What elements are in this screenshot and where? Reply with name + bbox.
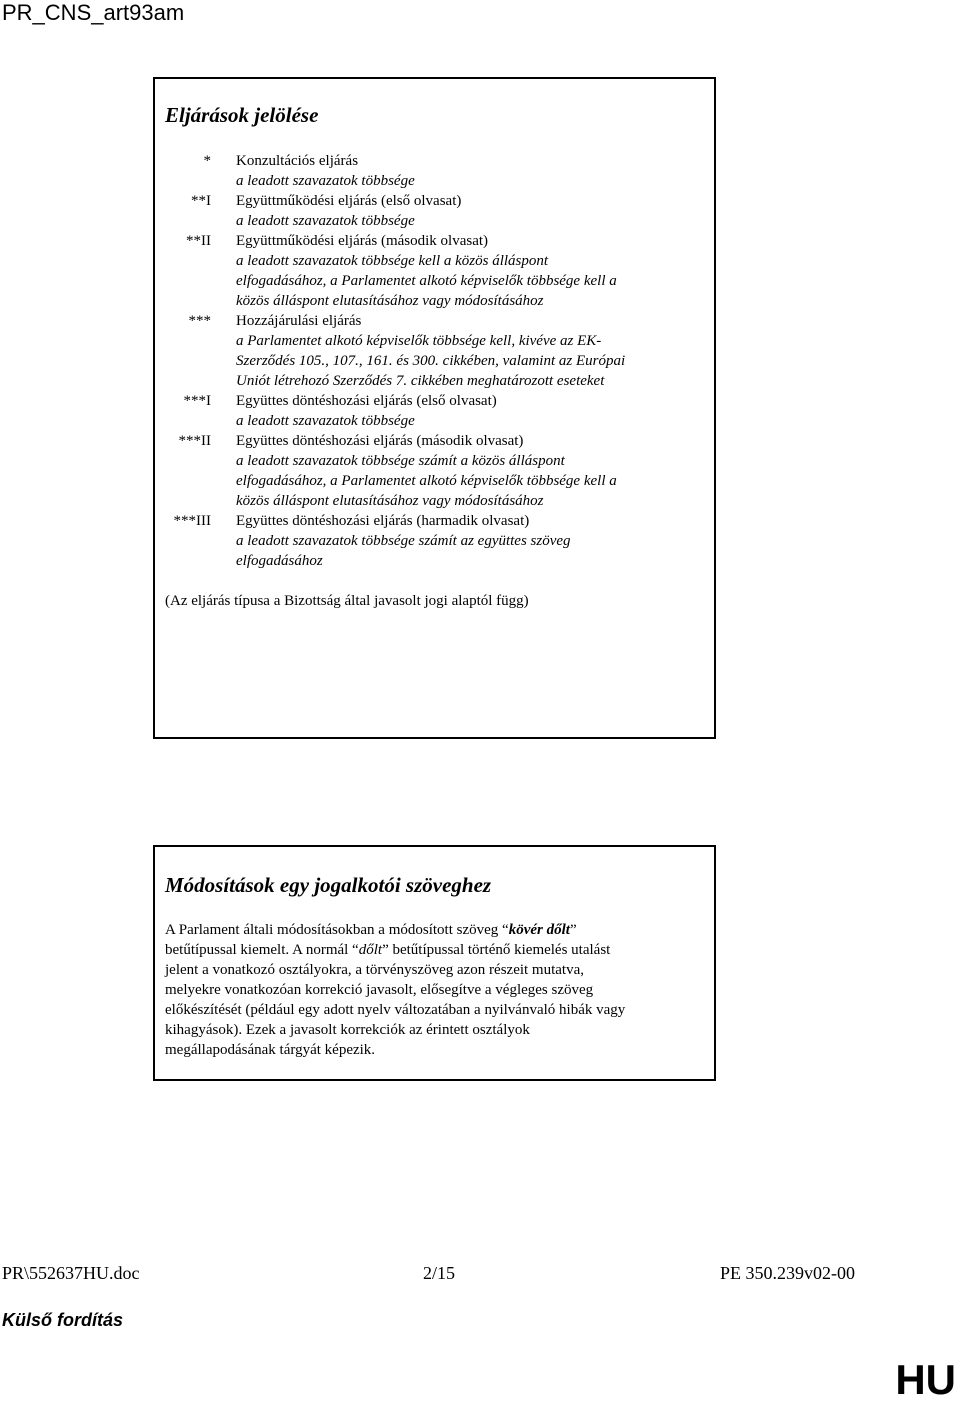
procedure-detail: Szerződés 105., 107., 161. és 300. cikkében, valamint az Európai [236,353,626,369]
procedure-note: (Az eljárás típusa a Bizottság által javasolt jogi alaptól függ) [165,593,529,609]
external-translation: Külső fordítás [2,1310,124,1330]
footer-ref: PE 350.239v02-00 [720,1263,855,1283]
footer-page: 2/15 [423,1263,456,1283]
procedure-detail: elfogadásához, a Parlamentet alkotó képviselők többsége kell a [236,273,617,289]
procedure-symbol: **I [191,193,211,209]
procedure-name: Együttműködési eljárás (második olvasat) [236,233,489,249]
language-code: HU [895,1356,956,1403]
procedures-box [153,77,716,739]
procedure-name: Együttes döntéshozási eljárás (harmadik olvasat) [236,513,530,529]
amendments-line: kihagyások). Ezek a javasolt korrekciók az érintett osztályok [165,1022,530,1038]
procedure-detail: közös álláspont elutasításához vagy módosításához [236,493,544,509]
procedure-symbol: ***III [173,513,211,529]
procedure-symbol: ***II [178,433,211,449]
procedure-name: Konzultációs eljárás [236,153,359,169]
procedure-detail: Uniót létrehozó Szerződés 7. cikkében meghatározott eseteket [236,373,605,389]
procedure-name: Hozzájárulási eljárás [236,313,362,329]
procedure-name: Együttműködési eljárás (első olvasat) [236,193,462,209]
procedure-detail: a leadott szavazatok többsége kell a közös álláspont [236,253,549,269]
procedure-name: Együttes döntéshozási eljárás (első olvasat) [236,393,497,409]
amendments-line: megállapodásának tárgyát képezik. [165,1042,376,1058]
procedure-detail: a leadott szavazatok többsége számít a közös álláspont [236,453,565,469]
document-code: PR_CNS_art93am [2,0,185,25]
procedure-symbol: ***I [183,393,211,409]
procedures-title: Eljárások jelölése [165,103,319,127]
procedure-detail: közös álláspont elutasításához vagy módosításához [236,293,544,309]
amendments-line-2: betűtípussal kiemelt. A normál “dőlt” betűtípussal történő kiemelés utalást [165,942,611,958]
amendments-line: melyekre vonatkozóan korrekció javasolt, elősegítve a végleges szöveg [165,982,594,998]
amendments-box [153,845,716,1081]
procedure-detail: elfogadásához, a Parlamentet alkotó képviselők többsége kell a [236,473,617,489]
procedure-symbol: **II [186,233,211,249]
amendments-line: jelent a vonatkozó osztályokra, a törvényszöveg azon részeit mutatva, [165,962,585,978]
procedure-name: Együttes döntéshozási eljárás (második olvasat) [236,433,524,449]
procedure-detail: a leadott szavazatok többsége [236,413,415,429]
procedure-detail: a leadott szavazatok többsége [236,173,415,189]
footer-doc: PR\552637HU.doc [2,1263,140,1283]
procedure-symbol: *** [188,313,211,329]
procedure-symbol: * [203,153,211,169]
procedure-detail: a leadott szavazatok többsége számít az együttes szöveg [236,533,571,549]
amendments-line: előkészítését (például egy adott nyelv változatában a nyilvánvaló hibák vagy [165,1002,626,1018]
procedure-detail: a Parlamentet alkotó képviselők többsége kell, kivéve az EK- [236,333,602,349]
amendments-line-1: A Parlament általi módosításokban a módosított szöveg “kövér dőlt” [165,922,577,938]
procedure-detail: elfogadásához [236,553,323,569]
procedure-detail: a leadott szavazatok többsége [236,213,415,229]
amendments-title: Módosítások egy jogalkotói szöveghez [165,873,492,897]
